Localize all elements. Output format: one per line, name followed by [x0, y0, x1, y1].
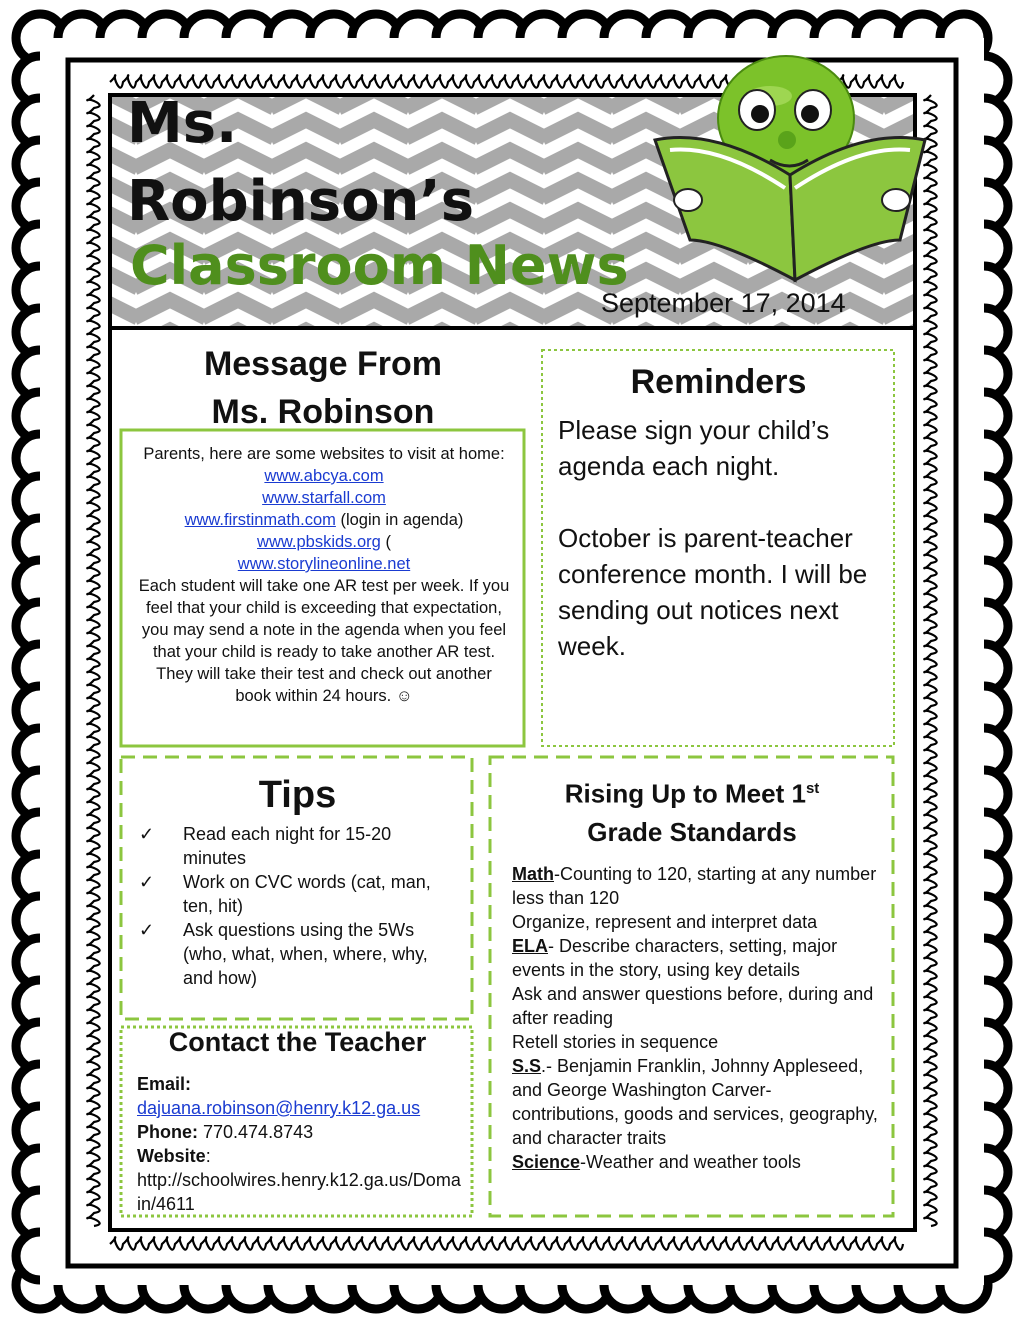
message-body — [138, 443, 510, 707]
tip-text: Ask questions using the 5Ws (who, what, when, where, why, and how) — [183, 920, 428, 988]
link-storylineonline[interactable]: www.storylineonline.net — [237, 555, 411, 573]
list-item — [139, 870, 439, 918]
phone-label: Phone: — [137, 1122, 198, 1142]
ss-label: S.S — [512, 1056, 542, 1076]
ela-text: - Describe characters, setting, major events in the story, using key details — [512, 936, 838, 980]
contact-body — [137, 1072, 462, 1216]
message-heading-line-1: Message From — [203, 345, 443, 383]
tip-text: Work on CVC words (cat, man, ten, hit) — [183, 872, 431, 916]
tips-list — [139, 822, 439, 990]
message-paragraph: Each student will take one AR test per week. If you feel that your child is exceeding that expectation, you may send a note in the agenda when you feel that your child is ready to take another AR test. They will take their test and check out another book within 24 hours. ☺ — [138, 577, 510, 705]
message-intro: Parents, here are some websites to visit at home: — [143, 445, 505, 463]
science-text: -Weather and weather tools — [580, 1152, 801, 1172]
ela-text-2: Ask and answer questions before, during and after reading — [512, 984, 874, 1028]
tip-text: Read each night for 15-20 minutes — [183, 824, 392, 868]
reminder-item: October is parent-teacher conference month. I will be sending out notices next week. — [558, 523, 868, 661]
title-line-2: Robinson’s — [127, 169, 475, 234]
email-link[interactable]: dajuana.robinson@henry.k12.ga.us — [137, 1098, 421, 1118]
standards-body — [512, 862, 882, 1174]
reminders-heading: Reminders — [630, 363, 807, 401]
ss-text: .- Benjamin Franklin, Johnny Appleseed, and George Washington Carver- contributions, goods and services, geography, and character traits — [512, 1056, 878, 1148]
list-item — [139, 918, 439, 990]
tips-heading: Tips — [258, 774, 337, 816]
contact-heading: Contact the Teacher — [168, 1027, 427, 1057]
math-label: Math — [512, 864, 554, 884]
message-heading — [122, 340, 524, 436]
website-value[interactable]: http://schoolwires.henry.k12.ga.us/Domain/4611 — [137, 1170, 461, 1214]
phone-value: 770.474.8743 — [198, 1122, 314, 1142]
link-firstinmath-note: (login in agenda) — [335, 511, 464, 529]
website-label: Website — [137, 1146, 206, 1166]
link-starfall[interactable]: www.starfall.com — [262, 489, 386, 507]
list-item — [139, 822, 439, 870]
title-line-3: Classroom News — [130, 234, 629, 297]
checkmark-icon: ✓ — [139, 872, 155, 892]
issue-date: September 17, 2014 — [601, 288, 846, 318]
standards-heading-sup: st — [805, 780, 820, 797]
standards-heading-line-2: Grade Standards — [587, 816, 797, 847]
message-heading-line-2: Ms. Robinson — [211, 393, 435, 431]
science-label: Science — [512, 1152, 581, 1172]
ela-label: ELA — [512, 936, 548, 956]
math-text: -Counting to 120, starting at any number less than 120 — [512, 864, 877, 908]
checkmark-icon: ✓ — [139, 824, 155, 844]
title-line-1: Ms. — [127, 91, 238, 156]
link-firstinmath[interactable]: www.firstinmath.com — [184, 511, 336, 529]
link-pbskids[interactable]: www.pbskids.org — [257, 533, 381, 551]
math-text-2: Organize, represent and interpret data — [512, 912, 818, 932]
link-abcya[interactable]: www.abcya.com — [264, 467, 384, 485]
standards-heading-text: Rising Up to Meet 1 — [564, 778, 806, 809]
link-pbskids-note: ( — [380, 533, 391, 551]
reminder-item: Please sign your child’s agenda each night. — [558, 415, 830, 481]
website-colon: : — [205, 1146, 211, 1166]
reminders-list — [558, 412, 888, 664]
email-label: Email: — [137, 1074, 192, 1094]
checkmark-icon: ✓ — [139, 920, 155, 940]
standards-heading — [491, 770, 893, 851]
ela-text-3: Retell stories in sequence — [512, 1032, 719, 1052]
